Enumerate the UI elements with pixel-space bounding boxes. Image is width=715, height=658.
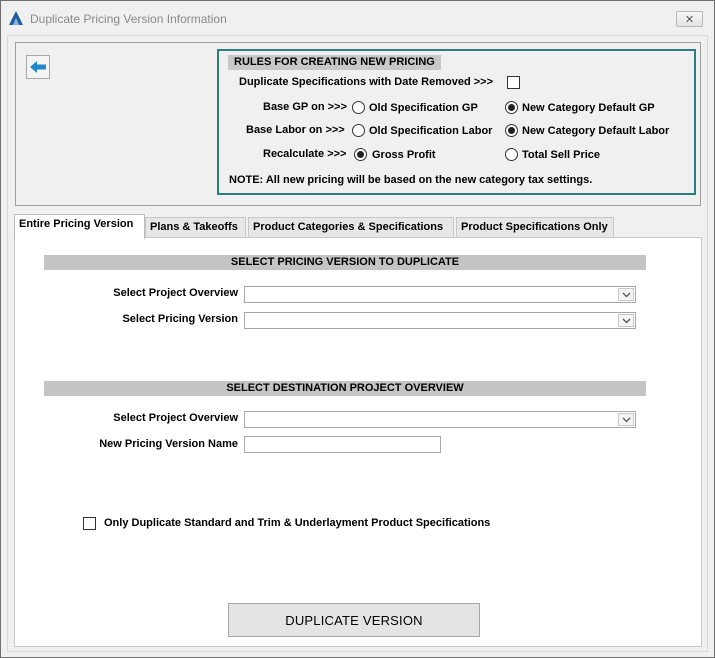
destination-project-select[interactable]	[244, 411, 636, 428]
close-icon: ✕	[684, 13, 695, 26]
chevron-down-icon	[618, 288, 634, 301]
base-labor-old-label: Old Specification Labor	[369, 125, 493, 137]
tab-entire-pricing-version[interactable]: Entire Pricing Version	[14, 214, 145, 239]
only-standard-checkbox[interactable]	[83, 517, 96, 530]
base-gp-new-radio[interactable]	[505, 101, 518, 114]
recalc-total-sell-label: Total Sell Price	[522, 149, 601, 161]
tab-plans-takeoffs[interactable]: Plans & Takeoffs	[145, 217, 246, 238]
base-gp-old-radio[interactable]	[352, 101, 365, 114]
new-version-name-label: New Pricing Version Name	[99, 438, 238, 450]
base-labor-label: Base Labor on >>>	[246, 124, 345, 136]
rules-title: RULES FOR CREATING NEW PRICING	[228, 55, 441, 70]
tab-panel	[14, 237, 702, 647]
only-standard-label: Only Duplicate Standard and Trim & Underlayment Product Specifications	[104, 517, 491, 529]
title-bar	[1, 1, 714, 35]
top-panel	[15, 42, 701, 206]
recalc-gross-profit-radio[interactable]	[354, 148, 367, 161]
destination-section-header: SELECT DESTINATION PROJECT OVERVIEW	[44, 381, 646, 396]
base-labor-new-label: New Category Default Labor	[522, 125, 670, 137]
tab-product-specifications-only[interactable]: Product Specifications Only	[456, 217, 614, 238]
chevron-down-icon	[618, 314, 634, 327]
source-section-header: SELECT PRICING VERSION TO DUPLICATE	[44, 255, 646, 270]
recalc-total-sell-radio[interactable]	[505, 148, 518, 161]
base-labor-old-radio[interactable]	[352, 124, 365, 137]
base-labor-new-radio[interactable]	[505, 124, 518, 137]
dialog-content	[7, 35, 708, 652]
close-button[interactable]	[676, 11, 703, 27]
dup-spec-checkbox[interactable]	[507, 76, 520, 89]
base-gp-new-label: New Category Default GP	[522, 102, 655, 114]
recalc-gross-profit-label: Gross Profit	[372, 149, 436, 161]
base-gp-label: Base GP on >>>	[263, 101, 347, 113]
source-project-label: Select Project Overview	[113, 287, 238, 299]
recalculate-label: Recalculate >>>	[263, 148, 347, 160]
rules-panel	[217, 49, 696, 195]
back-button[interactable]	[26, 55, 50, 79]
back-arrow-icon	[29, 60, 47, 74]
tab-bar	[14, 214, 704, 238]
source-project-select[interactable]	[244, 286, 636, 303]
chevron-down-icon	[618, 413, 634, 426]
new-version-name-input[interactable]	[244, 436, 441, 453]
app-logo-icon	[8, 10, 24, 26]
tab-product-categories-specifications[interactable]: Product Categories & Specifications	[248, 217, 454, 238]
rules-note: NOTE: All new pricing will be based on the new category tax settings.	[229, 174, 593, 186]
base-gp-old-label: Old Specification GP	[369, 102, 478, 114]
destination-project-label: Select Project Overview	[113, 412, 238, 424]
dup-spec-label: Duplicate Specifications with Date Removed >>>	[239, 76, 493, 88]
source-version-select[interactable]	[244, 312, 636, 329]
window-title: Duplicate Pricing Version Information	[30, 12, 227, 26]
duplicate-version-button[interactable]: DUPLICATE VERSION	[228, 603, 480, 637]
source-version-label: Select Pricing Version	[122, 313, 238, 325]
